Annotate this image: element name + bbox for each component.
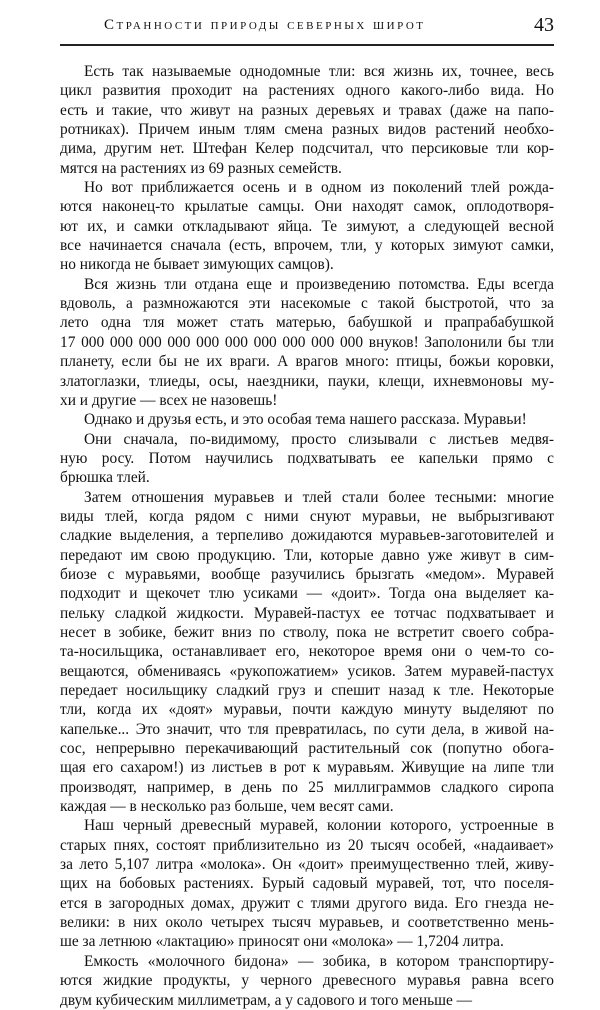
text-line: ются наконец-то крылатые самцы. Они находят самок, оплодотворя- <box>60 198 554 216</box>
text-line: Наш черный древесный муравей, колонии которого, устроенные в <box>84 817 554 835</box>
text-line: Однако и друзья есть, и это особая тема нашего рассказа. Муравьи! <box>84 411 527 429</box>
text-line: сладкие выделения, а терпеливо дожидаются муравьев-заготовителей и <box>60 527 554 545</box>
text-line: есть и такие, что живут на разных деревьях и травах (даже на папо- <box>60 101 554 119</box>
text-line: ются жидкие продукты, у черного древесного муравья равна всего <box>60 972 554 990</box>
text-line: но никогда не бывает зимующих самцов). <box>60 256 334 274</box>
text-line: брюшка тлей. <box>60 469 150 487</box>
text-line: велики: в них около четырех тысяч муравьев, и соответственно мень- <box>60 914 554 932</box>
paragraph <box>60 410 554 429</box>
text-line: цикл развития проходит на растениях одного какого-либо вида. Но <box>60 82 554 100</box>
page-header <box>104 10 554 40</box>
text-line: лето одна тля может стать матерью, бабушкой и прапрабабушкой <box>60 314 554 332</box>
text-line: планету, если бы не их враги. А врагов много: птицы, божьи коровки, <box>60 353 554 371</box>
paragraph <box>60 62 554 178</box>
paragraph <box>60 275 554 410</box>
paragraph <box>60 430 554 488</box>
text-line: за лето 5,107 литра «молока». Он «доит» преимущественно тлей, живу- <box>60 856 554 874</box>
text-line: Есть так называемые однодомные тли: вся жизнь их, точнее, весь <box>84 63 554 80</box>
text-line: ют их, и самки откладывают яйца. Те зимуют, а следующей весной <box>60 217 554 235</box>
text-line: тли, когда их «доят» муравьи, почти каждую минуту выделяют по <box>60 701 554 719</box>
text-line: хи и другие — всех не назовешь! <box>60 391 278 409</box>
text-line: все начинается сначала (есть, впрочем, тли, у которых зимуют самки, <box>60 237 554 255</box>
text-line: та-носильщика, останавливает его, некоторое время они о чем-то со- <box>60 643 554 661</box>
paragraph <box>60 178 554 275</box>
text-line: щая его сахаром!) из листьев в рот к муравьям. Живущие на липе тли <box>60 759 554 777</box>
text-line: сос, непрерывно перекачивающий растительный сок (попутно обога- <box>60 740 554 758</box>
text-line: пельку сладкой жидкости. Муравей-пастух ее тотчас подхватывает и <box>60 604 554 622</box>
paragraph <box>60 488 554 817</box>
running-title: Странности природы северных широт <box>104 16 426 33</box>
paragraph <box>60 816 554 951</box>
text-line: Емкость «молочного бидона» — зобика, в котором транспортиру- <box>84 952 554 970</box>
text-line: вещаются, обмениваясь «рукопожатием» усиков. Затем муравей-пастух <box>60 662 554 680</box>
text-line: мятся на растениях из 69 разных семейств. <box>60 159 342 177</box>
text-line: каждая — в несколько раз больше, чем весят сами. <box>60 798 394 816</box>
text-line: капельке... Это значит, что тля превратилась, по сути дела, в живой на- <box>60 720 554 738</box>
text-line: биозе с муравьями, вообще разучились брызгать «медом». Муравей <box>60 565 554 583</box>
text-line: ротниках). Причем иным тлям смена разных видов растений необхо- <box>60 121 554 139</box>
text-line: двум кубическим миллиметрам, а у садового и того меньше — <box>60 991 473 1009</box>
text-line: вдоволь, а размножаются эти насекомые с такой быстротой, что за <box>60 295 554 313</box>
text-line: Затем отношения муравьев и тлей стали более тесными: многие <box>84 488 554 506</box>
page-number: 43 <box>534 13 554 36</box>
text-line: Они сначала, по-видимому, просто слизывали с листьев медвя- <box>84 430 554 448</box>
text-line: Вся жизнь тли отдана еще и произведению потомства. Еды всегда <box>84 275 554 293</box>
text-line: подходит и щекочет тлю усиками — «доит». Тогда она выделяет ка- <box>60 585 554 603</box>
text-line: производят, например, в день по 25 миллиграммов сладкого сиропа <box>60 778 554 796</box>
text-line: дима, другим нет. Штефан Келер подсчитал, что персиковые тли кор- <box>60 140 554 158</box>
text-line: виды тлей, когда рядом с ними снуют муравьи, не выбрызгивают <box>60 507 554 525</box>
text-line: передает носильщику сладкий груз и спешит назад к тле. Некоторые <box>60 682 554 699</box>
text-line: Но вот приближается осень и в одном из поколений тлей рожда- <box>84 179 554 197</box>
text-line: щих на бобовых растениях. Бурый садовый муравей, тот, что поселя- <box>60 875 554 893</box>
text-line: передают им свою продукцию. Тли, которые давно уже живут в сим- <box>60 546 554 564</box>
text-line: ше за летнюю «лактацию» приносят они «молока» — 1,7204 литра. <box>60 933 504 951</box>
header-rule <box>60 44 554 46</box>
paragraph <box>60 952 554 1010</box>
text-line: несет в зобике, бежит вниз по стволу, пока не встретит своего собра- <box>60 623 554 641</box>
text-line: ется в загородных домах, дружит с тлями другого вида. Его гнезда не- <box>60 894 554 912</box>
text-line: ную росу. Потом научились подхватывать ее капельки прямо с <box>60 449 554 467</box>
text-line: старых пнях, состоят приблизительно из 20 тысяч особей, «надаивает» <box>60 836 554 854</box>
text-line: 17 000 000 000 000 000 000 000 000 000 000 внуков! Заполонили бы тли <box>60 333 554 351</box>
text-line: златоглазки, тлиеды, осы, наездники, пауки, клещи, ихневмоновы му- <box>60 372 554 390</box>
body-text <box>60 62 554 1010</box>
